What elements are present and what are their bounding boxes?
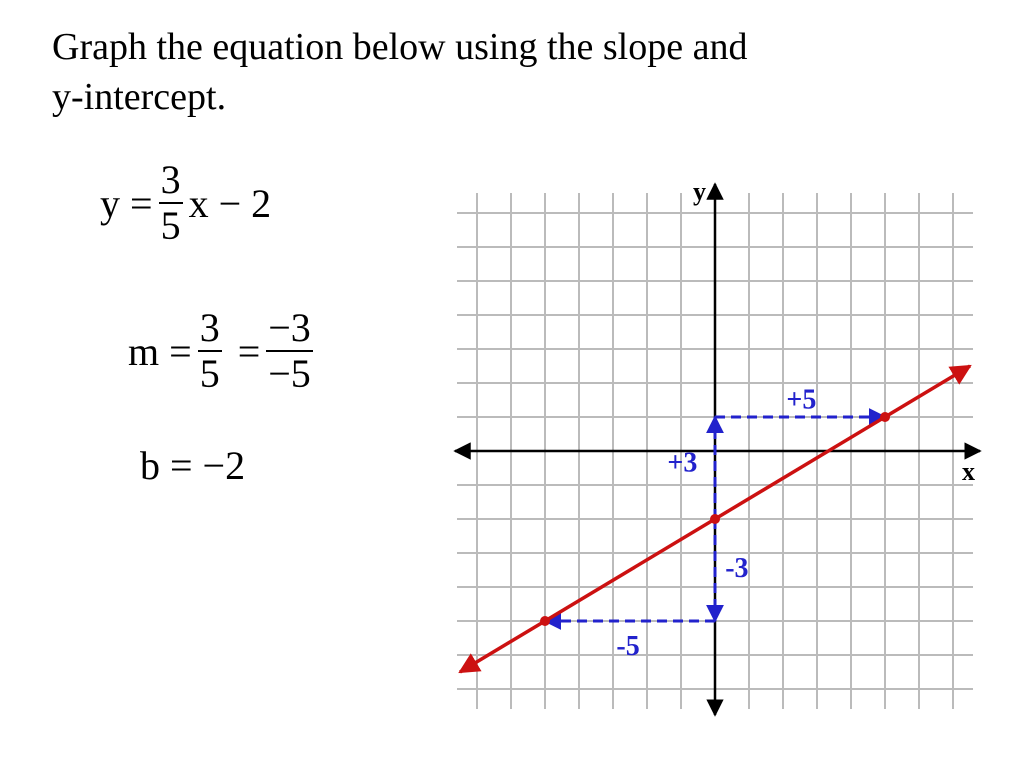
- point-marker: [880, 412, 890, 422]
- equation-denominator: 5: [160, 203, 181, 248]
- slope-equals-2: =: [237, 328, 261, 374]
- step-label: -3: [725, 552, 749, 584]
- equation-lhs: y: [100, 180, 120, 226]
- y-axis-label: y: [693, 177, 706, 206]
- slope-denominator-2: −5: [268, 351, 311, 396]
- slope-denominator-1: 5: [199, 351, 220, 396]
- step-label: +3: [667, 447, 698, 479]
- equation-numerator: 3: [160, 157, 181, 202]
- point-marker: [540, 616, 550, 626]
- slope-equals-1: =: [169, 328, 192, 374]
- axes: [455, 177, 980, 715]
- x-axis-label: x: [962, 457, 975, 486]
- slope-numerator-1: 3: [199, 305, 220, 350]
- title-line-1: Graph the equation below using the slope and: [52, 26, 748, 68]
- equation-equals: =: [130, 180, 153, 226]
- equation-rest: x − 2: [188, 180, 272, 226]
- point-marker: [710, 514, 720, 524]
- title-line-2: y-intercept.: [52, 76, 227, 118]
- step-label: -5: [616, 631, 640, 662]
- slope-lhs: m: [128, 328, 160, 374]
- slope-numerator-2: −3: [268, 305, 311, 350]
- step-label: +5: [786, 384, 817, 416]
- intercept-text: b = −2: [140, 443, 246, 488]
